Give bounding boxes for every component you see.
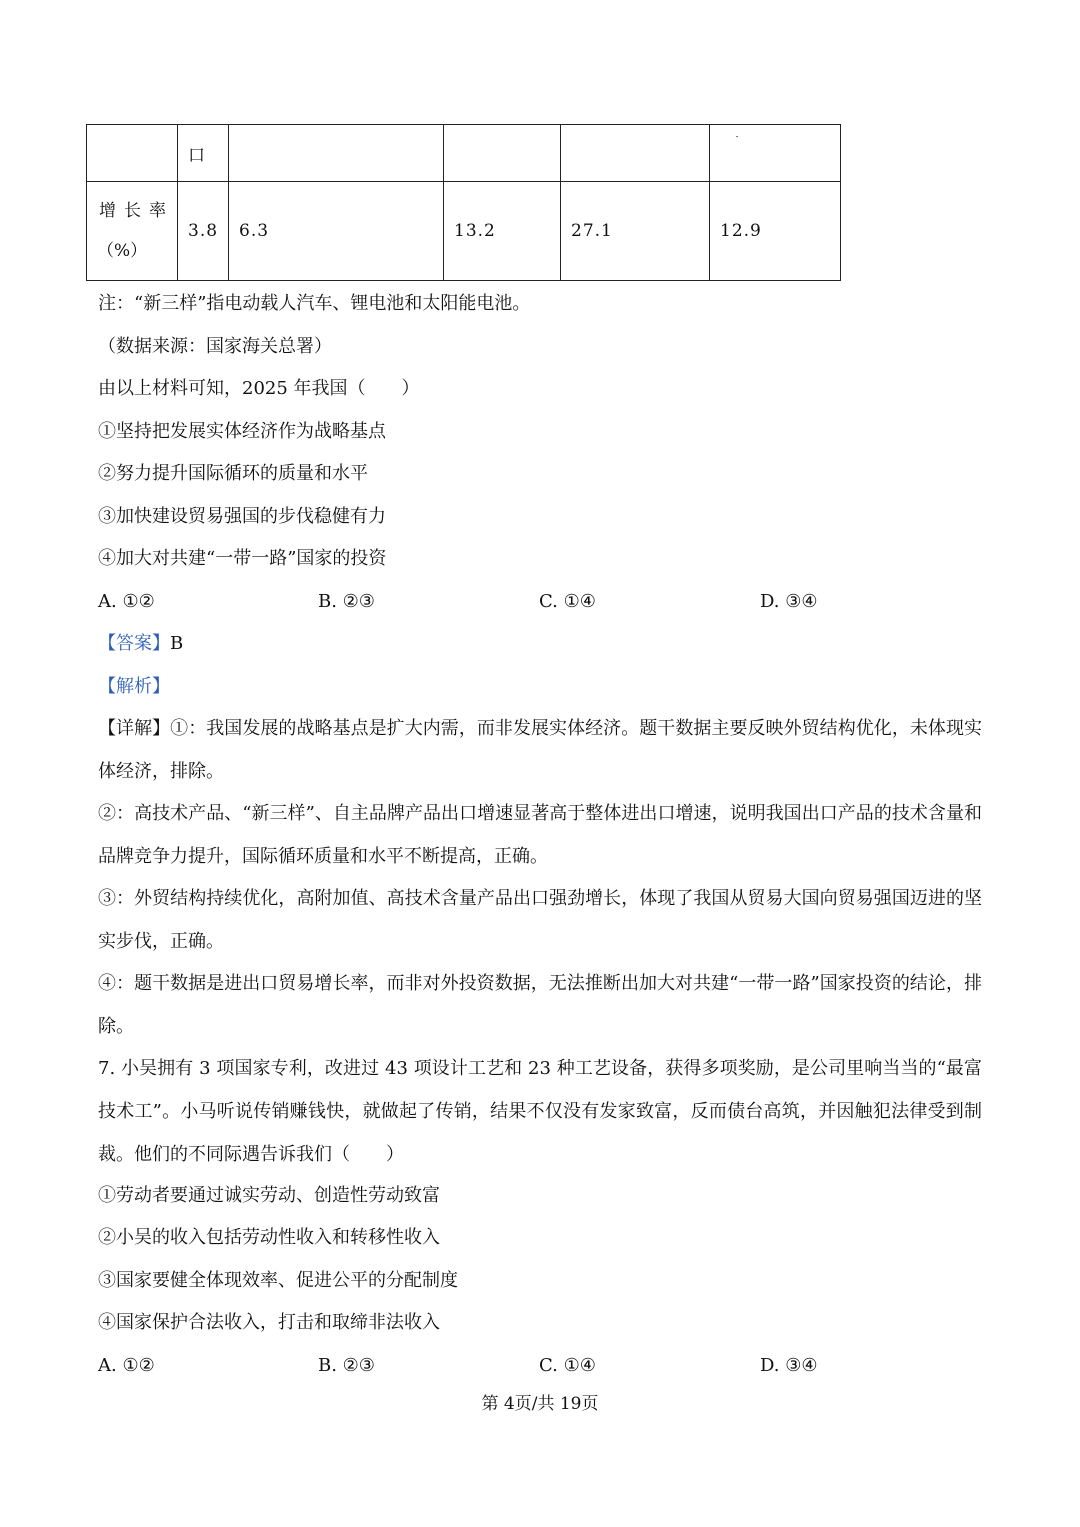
table-cell (87, 125, 178, 182)
table-cell: 口 (178, 125, 229, 182)
analysis-heading (98, 675, 170, 699)
option-a: A. ①② (98, 591, 155, 612)
table-cell (229, 125, 444, 182)
table-cell (444, 125, 561, 182)
answer-tag: 【答案】 (98, 633, 170, 654)
growth-rate-table (86, 124, 841, 281)
question-stem: 7. 小吴拥有 3 项国家专利，改进过 43 项设计工艺和 23 种工艺设备，获得多项奖励，是公司里响当当的“最富技术工”。小马听说传销赚钱快，就做起了传销，结果不仅没有发家致富，反而债台高筑，并因触犯法律受到制裁。他们的不同际遇告诉我们（ ） (98, 1058, 982, 1165)
option-a: A. ①② (98, 1355, 155, 1376)
scan-speck (736, 136, 738, 137)
statement-item: ②小吴的收入包括劳动性收入和转移性收入 (98, 1227, 440, 1248)
table-row (87, 182, 841, 281)
table-cell: 13.2 (444, 182, 561, 281)
table-cell: 12.9 (710, 182, 841, 281)
table-cell: 3.8 (178, 182, 229, 281)
table-cell (710, 125, 841, 182)
question-stem: 由以上材料可知，2025 年我国（ ） (98, 378, 420, 399)
table-cell: 27.1 (561, 182, 710, 281)
statement-item: ③加快建设贸易强国的步伐稳健有力 (98, 506, 386, 527)
data-source: （数据来源：国家海关总署） (98, 336, 332, 357)
option-b: B. ②③ (318, 591, 375, 612)
answer-value: B (170, 633, 184, 654)
analysis-tag: 【解析】 (98, 676, 170, 697)
statement-item: ④加大对共建“一带一路”国家的投资 (98, 548, 387, 569)
statement-item: ①劳动者要通过诚实劳动、创造性劳动致富 (98, 1185, 440, 1206)
explanation-paragraph: ③：外贸结构持续优化，高附加值、高技术含量产品出口强劲增长，体现了我国从贸易大国向贸易强国迈进的坚实步伐，正确。 (98, 888, 982, 952)
option-d: D. ③④ (760, 591, 818, 612)
option-c: C. ①④ (539, 591, 596, 612)
detail-tag: 【详解】 (98, 718, 171, 739)
row-header-label: 增长率 (99, 201, 174, 221)
table-cell (561, 125, 710, 182)
statement-item: ③国家要健全体现效率、促进公平的分配制度 (98, 1270, 458, 1291)
answer-line (98, 632, 183, 656)
statement-item: ②努力提升国际循环的质量和水平 (98, 463, 368, 484)
explanation-text: ①：我国发展的战略基点是扩大内需，而非发展实体经济。题干数据主要反映外贸结构优化，未体现实体经济，排除。 (98, 718, 983, 782)
table-row (87, 125, 841, 182)
explanation-paragraph: ②：高技术产品、“新三样”、自主品牌产品出口增速显著高于整体进出口增速，说明我国出口产品的技术含量和品牌竞争力提升，国际循环质量和水平不断提高，正确。 (98, 803, 982, 867)
page-number: 第 4页/共 19页 (481, 1394, 599, 1414)
table-cell: 6.3 (229, 182, 444, 281)
statement-item: ④国家保护合法收入，打击和取缔非法收入 (98, 1312, 440, 1333)
option-b: B. ②③ (318, 1355, 375, 1376)
explanation-paragraph (98, 707, 982, 793)
row-header-unit: （%） (97, 241, 148, 261)
option-c: C. ①④ (539, 1355, 596, 1376)
explanation-paragraph: ④：题干数据是进出口贸易增长率，而非对外投资数据，无法推断出加大对共建“一带一路”国家投资的结论，排除。 (98, 973, 982, 1037)
option-d: D. ③④ (760, 1355, 818, 1376)
statement-item: ①坚持把发展实体经济作为战略基点 (98, 421, 386, 442)
row-header-growth-rate (87, 182, 178, 281)
table-note: 注：“新三样”指电动载人汽车、锂电池和太阳能电池。 (98, 293, 531, 314)
